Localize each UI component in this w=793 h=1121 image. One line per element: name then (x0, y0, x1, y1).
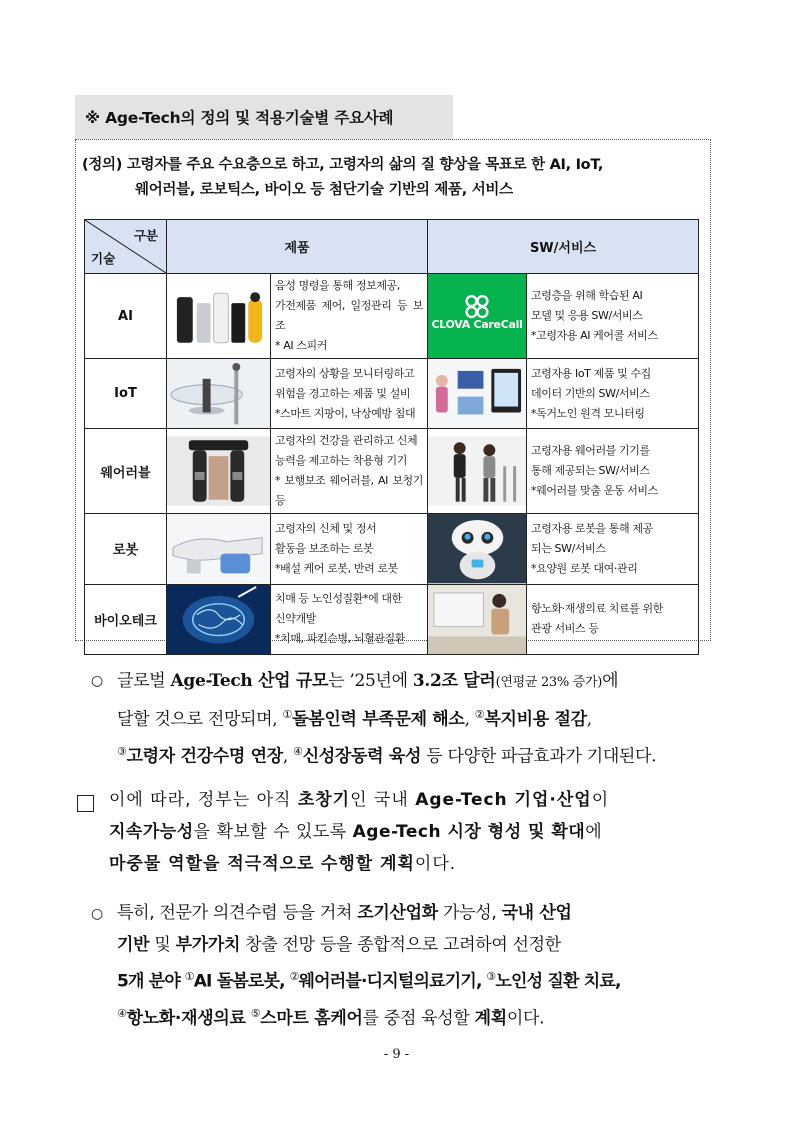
product-description: 고령자의 신체 및 정서 활동을 보조하는 로봇 *배설 케어 로봇, 반려 로봇 (271, 514, 428, 584)
definition (82, 153, 706, 203)
sw-description: 고령층을 위해 학습된 AI 모델 및 응용 SW/서비스 *고령자용 AI 케어콜 서비스 (527, 274, 699, 359)
header-product: 제품 (167, 220, 428, 274)
page-number: - 9 - (383, 1047, 410, 1062)
sw-description: 항노화·재생의료 치료를 위한 관광 서비스 등 (527, 584, 699, 654)
product-description: 음성 명령을 통해 정보제공, 가전제품 제어, 일정관리 등 보조 * AI 스피커 (271, 274, 428, 359)
row-label: 로봇 (85, 514, 167, 584)
table-row (85, 514, 699, 584)
circle-bullet-icon: ○ (91, 673, 104, 689)
table-row (85, 274, 699, 359)
wearable-exercise-image (428, 429, 527, 514)
row-label: 바이오테크 (85, 584, 167, 654)
product-description: 고령자의 상황을 모니터링하고 위험을 경고하는 제품 및 설비 *스마트 지팡이, 낙상예방 침대 (271, 359, 428, 429)
table-row (85, 584, 699, 654)
corner-top-label: 구분 (133, 228, 158, 243)
product-description: 치매 등 노인성질환*에 대한 신약개발 *치매, 파킨슨병, 뇌혈관질환 (271, 584, 428, 654)
smart-cane-image (167, 359, 271, 429)
ai-speaker-image (167, 274, 271, 359)
header-sw: SW/서비스 (428, 220, 699, 274)
clova-carecall-logo: CLOVA CareCall (428, 274, 527, 359)
paragraph-government: 이에 따라, 정부는 아직 초창기인 국내 Age-Tech 기업·산업이 지속가능성을 확보할 수 있도록 Age-Tech 시장 형성 및 확대에 마중물 역할을 적극적으로 수행할 계획이다. (109, 790, 610, 874)
row-label: 웨어러블 (85, 429, 167, 514)
sw-description: 고령자용 IoT 제품 및 수집 데이터 기반의 SW/서비스 *독거노인 원격 모니터링 (527, 359, 699, 429)
row-label: IoT (85, 359, 167, 429)
checkbox-square-icon (77, 795, 94, 812)
circle-bullet-icon: ○ (91, 906, 104, 922)
care-robot-image (167, 514, 271, 584)
corner-bottom-label: 기술 (91, 251, 116, 266)
box-title: ※ Age-Tech의 정의 및 적용기술별 주요사례 (75, 95, 453, 139)
table-row (85, 429, 699, 514)
paragraph-focus-areas: 특히, 전문가 의견수렴 등을 거쳐 조기산업화 가능성, 국내 산업 기반 및 부가가치 창출 전망 등을 종합적으로 고려하여 선정한 5개 분야 ①AI 돌봄로봇, ②웨어러블·디지털의료기기, ③노인성 질환 치료, ④항노화·재생의료 ⑤스마트 홈케어를 중점 육성할 계획이다. (117, 903, 621, 1029)
row-label: AI (85, 274, 167, 359)
regenerative-medicine-image (428, 584, 527, 654)
sw-description: 고령자용 로봇을 통해 제공 되는 SW/서비스 *요양원 로봇 대여·관리 (527, 514, 699, 584)
age-tech-table (84, 219, 699, 655)
corner-header (85, 220, 167, 274)
definition-line-2: 웨어러블, 로보틱스, 바이오 등 첨단기술 기반의 제품, 서비스 (135, 182, 513, 198)
wearable-exoskeleton-image (167, 429, 271, 514)
brain-image (167, 584, 271, 654)
sw-description: 고령자용 웨어러블 기기를 통해 제공되는 SW/서비스 *웨어러블 맞춤 운동 서비스 (527, 429, 699, 514)
table-row (85, 359, 699, 429)
paragraph-market: 글로벌 Age-Tech 산업 규모는 ’25년에 3.2조 달러(연평균 23% 증가)에 달할 것으로 전망되며, ①돌봄인력 부족문제 해소, ②복지비용 절감, ③고령자 건강수명 연장, ④신성장동력 육성 등 다양한 파급효과가 기대된다. (117, 671, 657, 767)
companion-robot-image (428, 514, 527, 584)
remote-monitoring-image (428, 359, 527, 429)
definition-line-1: (정의) 고령자를 주요 수요층으로 하고, 고령자의 삶의 질 향상을 목표로 한 AI, IoT, (82, 157, 604, 173)
product-description: 고령자의 건강을 관리하고 신체 능력을 제고하는 착용형 기기 * 보행보조 웨어러블, AI 보청기 등 (271, 429, 428, 514)
